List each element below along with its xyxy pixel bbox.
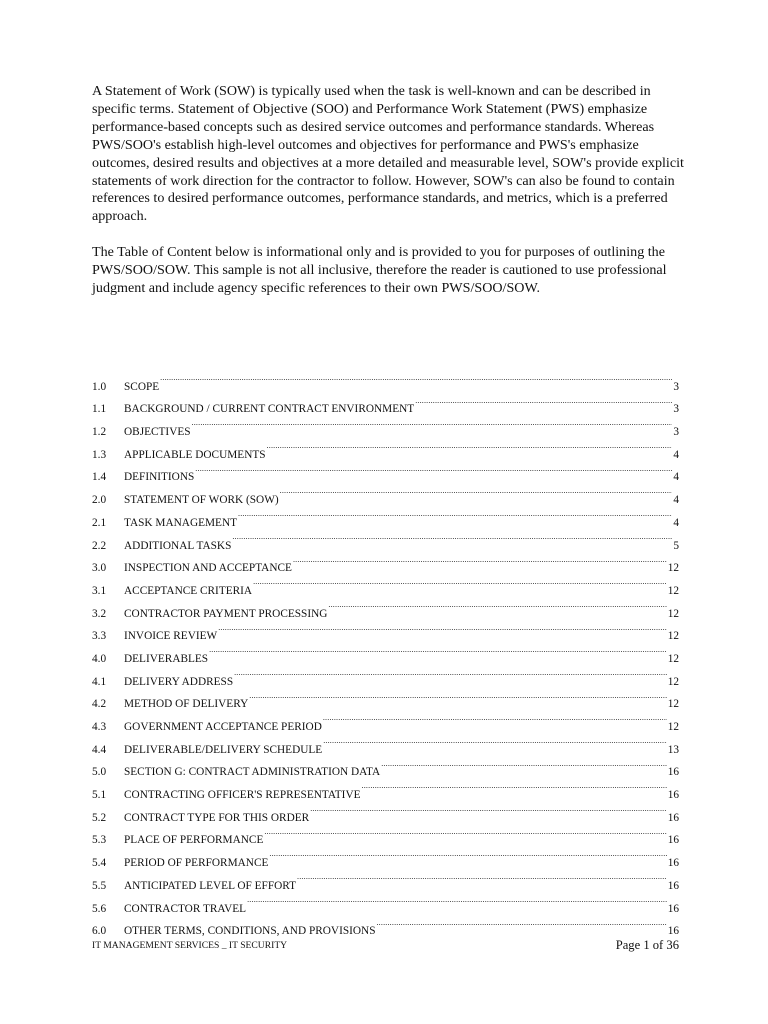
toc-entry-page: 16	[667, 789, 679, 802]
toc-entry[interactable]	[92, 685, 679, 711]
toc-entry[interactable]	[92, 390, 679, 416]
intro-text	[92, 83, 692, 298]
toc-dot-leader	[293, 549, 667, 572]
toc-entry-title: PLACE OF PERFORMANCE	[124, 834, 264, 847]
intro-paragraph-2: The Table of Content below is informational only and is provided to you for purposes of outlining the PWS/SOO/SOW. This sample is not all inclusive, therefore the reader is cautioned to use professional judgment and include agency specific references to their own PWS/SOO/SOW.	[92, 244, 667, 297]
toc-dot-leader	[323, 707, 667, 730]
page-number: Page 1 of 36	[615, 938, 679, 952]
toc-dot-leader	[234, 662, 667, 685]
toc-entry[interactable]	[92, 549, 679, 575]
toc-entry-page: 4	[673, 494, 679, 507]
toc-entry-title: CONTRACT TYPE FOR THIS ORDER	[124, 811, 310, 824]
toc-entry-page: 13	[667, 743, 679, 756]
toc-dot-leader	[238, 503, 672, 526]
toc-entry-number: 1.4	[92, 471, 107, 484]
toc-entry-title: DELIVERABLE/DELIVERY SCHEDULE	[124, 743, 323, 756]
toc-entry-title: GOVERNMENT ACCEPTANCE PERIOD	[124, 721, 322, 733]
toc-entry-title: DEFINITIONS	[124, 471, 195, 484]
toc-dot-leader	[297, 866, 667, 889]
toc-entry[interactable]	[92, 866, 679, 892]
toc-entry-page: 3	[673, 380, 679, 393]
toc-entry[interactable]	[92, 480, 679, 507]
toc-entry-number: 3.1	[92, 584, 107, 597]
toc-entry-number: 5.4	[92, 857, 107, 870]
toc-entry[interactable]	[92, 912, 679, 938]
toc-dot-leader	[247, 889, 667, 912]
toc-entry[interactable]	[92, 367, 679, 393]
toc-dot-leader	[249, 685, 666, 708]
toc-dot-leader	[192, 412, 673, 435]
toc-entry-number: 1.2	[92, 426, 107, 439]
toc-entry-number: 3.3	[92, 630, 107, 643]
toc-entry-number: 5.0	[92, 766, 107, 779]
toc-entry[interactable]	[92, 594, 679, 620]
toc-dot-leader	[160, 367, 672, 390]
toc-dot-leader	[381, 753, 666, 776]
toc-entry-page: 12	[667, 698, 679, 711]
toc-entry-page: 4	[673, 471, 679, 484]
toc-entry-number: 6.0	[92, 925, 107, 938]
toc-entry-page: 16	[667, 834, 679, 847]
toc-entry-title: CONTRACTOR PAYMENT PROCESSING	[124, 607, 328, 620]
toc-entry-title: APPLICABLE DOCUMENTS	[124, 448, 266, 461]
toc-entry[interactable]	[92, 503, 679, 529]
toc-entry-title: SECTION G: CONTRACT ADMINISTRATION DATA	[124, 766, 381, 779]
toc-dot-leader	[269, 843, 666, 866]
toc-entry-number: 2.0	[92, 494, 107, 507]
toc-entry-number: 5.2	[92, 811, 107, 824]
toc-entry-page: 16	[667, 925, 679, 938]
toc-entry-title: PERIOD OF PERFORMANCE	[124, 857, 269, 870]
toc-entry-number: 5.6	[92, 902, 107, 915]
toc-entry[interactable]	[92, 617, 679, 643]
toc-entry-page: 4	[673, 516, 679, 529]
toc-entry-number: 4.2	[92, 698, 107, 711]
toc-entry-number: 1.1	[92, 403, 107, 416]
toc-entry-page: 12	[667, 652, 679, 665]
toc-entry-page: 16	[667, 857, 679, 870]
toc-entry-page: 12	[667, 607, 679, 620]
toc-entry[interactable]	[92, 707, 679, 733]
toc-entry-number: 3.2	[92, 607, 107, 620]
footer-title: IT MANAGEMENT SERVICES _ IT SECURITY	[92, 940, 288, 951]
toc-entry-number: 1.0	[92, 380, 107, 393]
toc-entry-page: 12	[667, 721, 679, 733]
toc-entry[interactable]	[92, 753, 679, 779]
toc-entry-title: ADDITIONAL TASKS	[124, 539, 232, 552]
toc-dot-leader	[280, 480, 673, 503]
toc-dot-leader	[328, 594, 666, 617]
toc-entry[interactable]	[92, 889, 679, 915]
toc-entry-title: CONTRACTING OFFICER'S REPRESENTATIVE	[124, 789, 361, 802]
toc-entry-number: 5.1	[92, 789, 107, 802]
toc-entry[interactable]	[92, 730, 679, 756]
toc-entry-number: 4.1	[92, 675, 107, 688]
toc-entry[interactable]	[92, 412, 679, 439]
toc-dot-leader	[323, 730, 667, 753]
toc-dot-leader	[218, 617, 667, 640]
toc-entry-number: 2.2	[92, 539, 107, 552]
toc-entry-page: 12	[667, 675, 679, 688]
toc-entry-page: 5	[673, 539, 679, 552]
toc-dot-leader	[209, 639, 667, 662]
toc-dot-leader	[415, 390, 672, 413]
toc-entry-number: 4.4	[92, 743, 107, 756]
toc-entry-title: OBJECTIVES	[124, 426, 191, 439]
toc-entry-title: TASK MANAGEMENT	[124, 516, 238, 529]
toc-entry-title: ANTICIPATED LEVEL OF EFFORT	[124, 879, 297, 892]
table-of-contents	[92, 367, 679, 938]
toc-entry[interactable]	[92, 821, 679, 847]
toc-entry[interactable]	[92, 639, 679, 665]
toc-entry[interactable]	[92, 662, 679, 688]
toc-entry-title: DELIVERABLES	[124, 652, 209, 665]
toc-entry-page: 16	[667, 766, 679, 779]
toc-entry-title: INSPECTION AND ACCEPTANCE	[124, 562, 292, 575]
toc-dot-leader	[253, 571, 667, 594]
toc-entry-page: 12	[667, 630, 679, 643]
toc-dot-leader	[362, 775, 667, 798]
toc-entry-page: 16	[667, 902, 679, 915]
toc-entry-page: 16	[667, 811, 679, 824]
toc-entry[interactable]	[92, 843, 679, 870]
toc-entry-page: 16	[667, 879, 679, 892]
toc-dot-leader	[267, 435, 673, 458]
toc-dot-leader	[195, 458, 672, 481]
toc-dot-leader	[376, 912, 666, 935]
toc-entry-title: DELIVERY ADDRESS	[124, 675, 234, 688]
toc-dot-leader	[264, 821, 666, 844]
toc-entry[interactable]	[92, 526, 679, 552]
toc-entry-page: 3	[673, 403, 679, 416]
toc-entry-number: 4.3	[92, 721, 107, 733]
toc-entry-page: 3	[673, 426, 679, 439]
toc-entry-number: 3.0	[92, 562, 107, 575]
toc-entry[interactable]	[92, 775, 679, 802]
toc-entry-title: SCOPE	[124, 380, 160, 393]
toc-entry[interactable]	[92, 435, 679, 461]
intro-paragraph-1: A Statement of Work (SOW) is typically used when the task is well-known and can be described in specific terms. Statement of Objective (SOO) and Performance Work Statement (PWS) emphasize performance-based concepts such as desired service outcomes and performance standards. Whereas PWS/SOO's establish high-level outcomes and objectives for performance and PWS's emphasize outcomes, desired results and objectives at a more detailed and measurable level, SOW's provide explicit statements of work direction for the contractor to follow. However, SOW's can also be found to contain references to desired performance outcomes, performance standards, and metrics, which is a preferred approach.	[92, 83, 684, 225]
toc-entry-title: OTHER TERMS, CONDITIONS, AND PROVISIONS	[124, 925, 376, 938]
toc-entry-title: CONTRACTOR TRAVEL	[124, 902, 247, 915]
toc-entry[interactable]	[92, 798, 679, 824]
toc-dot-leader	[232, 526, 672, 549]
toc-entry-page: 12	[667, 584, 679, 597]
toc-entry-page: 12	[667, 562, 679, 575]
toc-entry[interactable]	[92, 458, 679, 484]
toc-entry-number: 5.3	[92, 834, 107, 847]
toc-entry-title: STATEMENT OF WORK (SOW)	[124, 494, 279, 507]
toc-entry[interactable]	[92, 571, 679, 597]
toc-entry-title: METHOD OF DELIVERY	[124, 698, 249, 711]
toc-entry-title: ACCEPTANCE CRITERIA	[124, 584, 253, 597]
toc-entry-title: BACKGROUND / CURRENT CONTRACT ENVIRONMENT	[124, 403, 415, 416]
toc-entry-title: INVOICE REVIEW	[124, 630, 218, 643]
toc-entry-page: 4	[673, 448, 679, 461]
toc-entry-number: 5.5	[92, 879, 107, 892]
toc-entry-number: 1.3	[92, 448, 107, 461]
toc-dot-leader	[310, 798, 667, 821]
toc-entry-number: 2.1	[92, 516, 107, 529]
toc-entry-number: 4.0	[92, 652, 107, 665]
